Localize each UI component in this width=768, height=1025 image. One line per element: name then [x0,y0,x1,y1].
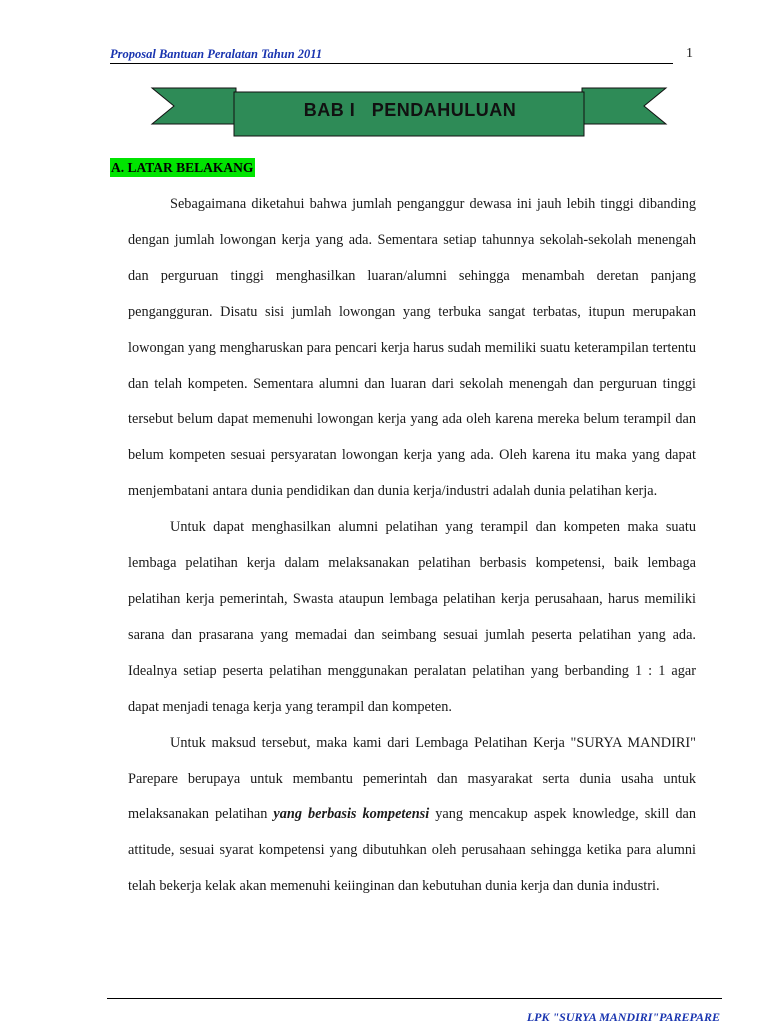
paragraph-2: Untuk dapat menghasilkan alumni pelatihan yang terampil dan kompeten maka suatu lembaga pelatihan kerja dalam melaksanakan pelatihan berbasis kompetensi, baik lembaga pelatihan kerja pemerintah, Swasta ataupun lembaga pelatihan kerja perusahaan, harus memiliki sarana dan prasarana yang memadai dan seimbang sesuai jumlah peserta pelatihan yang ada. Idealnya setiap peserta pelatihan menggunakan peralatan pelatihan yang berbanding 1 : 1 agar dapat menjadi tenaga kerja yang terampil dan kompeten. [128,519,696,715]
paragraph-3 [128,726,696,906]
paragraph-1: Sebagaimana diketahui bahwa jumlah penganggur dewasa ini jauh lebih tinggi dibanding dengan jumlah lowongan kerja yang ada. Sementara setiap tahunnya sekolah-sekolah menengah dan perguruan tinggi menghasilkan luaran/alumni sehingga menambah deretan panjang pengangguran. Disatu sisi jumlah lowongan yang terbuka sangat terbatas, itupun merupakan lowongan yang mengharuskan para pencari kerja harus sudah memiliki suatu keterampilan tertentu dan telah kompeten. Sementara alumni dan luaran dari sekolah menengah dan perguruan tinggi tersebut belum dapat memenuhi lowongan kerja yang ada oleh karena mereka belum terampil dan belum kompeten sesuai persyaratan lowongan kerja yang ada. Oleh karena itu maka yang dapat menjembatani antara dunia pendidikan dan dunia kerja/industri adalah dunia pelatihan kerja. [128,196,696,500]
paragraph-3-start: Untuk maksud tersebut, maka kami dari Lembaga Pelatihan Kerja "SURYA MANDIRI" Parepare berupaya untuk membantu pemerintah dan masyarakat serta dunia usaha untuk melaksanakan pelatihan [128,734,696,823]
footer-divider [107,998,722,999]
page-number: 1 [686,46,693,61]
footer-text: LPK "SURYA MANDIRI"PAREPARE [526,1010,720,1024]
paragraph-3-end: yang mencakup aspek knowledge, skill dan attitude, sesuai syarat kompetensi yang dibutuhkan oleh perusahaan sehingga ketika para alumni telah bekerja kelak akan memenuhi keiinginan dan kebutuhan dunia kerja dan dunia industri. [128,806,697,895]
ribbon-left-tail [152,88,236,124]
chapter-title: BAB I PENDAHULUAN [303,99,517,120]
ribbon-right-tail [582,88,666,124]
body-text [128,187,696,905]
paragraph-3-emphasis: yang berbasis kompetensi [273,806,430,823]
header-title: Proposal Bantuan Peralatan Tahun 2011 [110,47,323,61]
header-divider [110,63,673,64]
section-heading: A. LATAR BELAKANG [111,160,254,175]
